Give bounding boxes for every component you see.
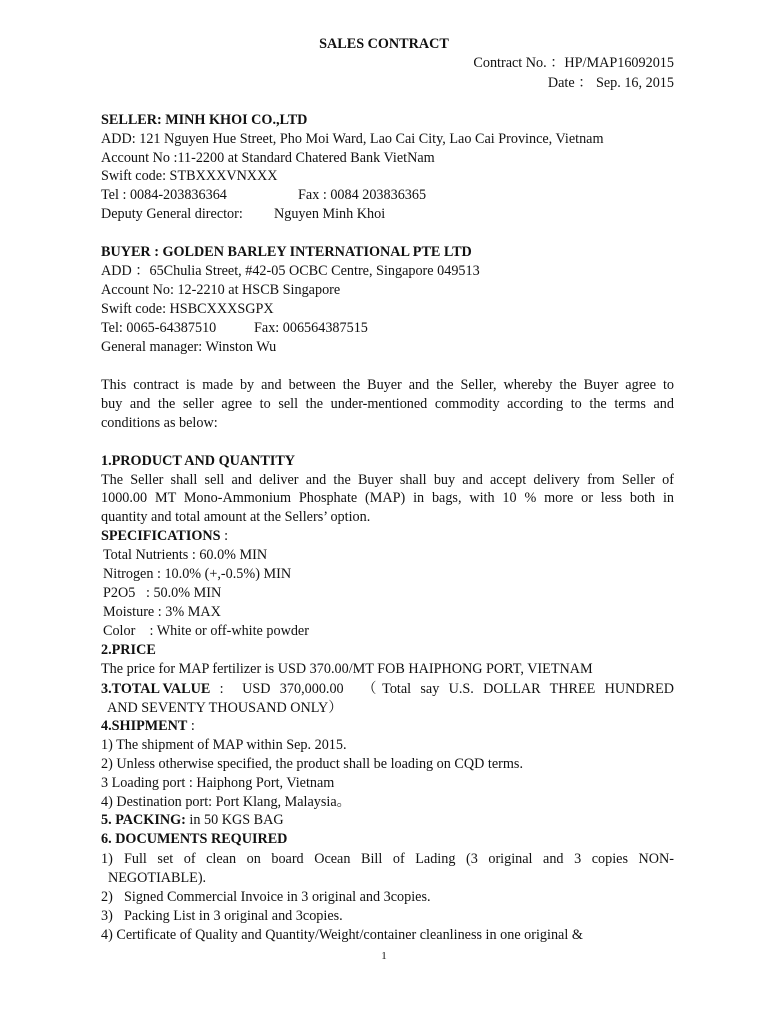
total-value-words: AND SEVENTY THOUSAND ONLY）	[107, 700, 343, 716]
seller-swift: Swift code: STBXXXVNXXX	[101, 168, 278, 184]
document-item-3-text: Packing List in 3 original and 3copies.	[124, 908, 343, 924]
buyer-fax: Fax: 006564387515	[254, 320, 368, 336]
document-item-3-number: 3)	[101, 908, 113, 924]
document-item-1-continued: NEGOTIABLE).	[108, 870, 207, 886]
spec-nitrogen: Nitrogen : 10.0% (+,-0.5%) MIN	[103, 566, 292, 582]
document-item-1	[101, 850, 674, 868]
buyer-phone-line	[101, 319, 674, 337]
contract-date: Date ： Sep. 16, 2015	[547, 75, 674, 91]
document-item-1-number: 1)	[101, 851, 113, 867]
section-packing-heading: 5. PACKING:	[101, 812, 186, 828]
seller-address: ADD: 121 Nguyen Hue Street, Pho Moi Ward, Lao Cai City, Lao Cai Province, Vietnam	[101, 131, 604, 147]
document-item-2	[101, 888, 674, 906]
specifications-colon: :	[220, 528, 229, 544]
buyer-address: ADD ：65Chulia Street, #42-05 OCBC Centre, Singapore 049513	[101, 263, 480, 279]
spec-color: Color : White or off-white powder	[103, 623, 309, 639]
shipment-item-2: 2) Unless otherwise specified, the product shall be loading on CQD terms.	[101, 756, 523, 772]
contract-number: Contract No. ：HP/MAP16092015	[473, 55, 674, 71]
buyer-swift: Swift code: HSBCXXXSGPX	[101, 301, 274, 317]
page-number: 1	[381, 950, 387, 962]
spec-moisture: Moisture : 3% MAX	[103, 604, 221, 620]
buyer-heading: BUYER : GOLDEN BARLEY INTERNATIONAL PTE LTD	[101, 244, 472, 260]
shipment-item-1: 1) The shipment of MAP within Sep. 2015.	[101, 737, 347, 753]
seller-tel: Tel : 0084-203836364	[101, 187, 227, 203]
document-item-2-number: 2)	[101, 889, 113, 905]
section-product-line-3: quantity and total amount at the Sellers’ option.	[101, 509, 371, 525]
shipment-heading-line	[101, 717, 674, 735]
packing-line	[101, 811, 674, 829]
section-shipment-heading: 4.SHIPMENT	[101, 718, 188, 734]
specifications-heading: SPECIFICATIONS	[101, 528, 221, 544]
section-price-line: The price for MAP fertilizer is USD 370.00/MT FOB HAIPHONG PORT, VIETNAM	[101, 661, 593, 677]
section-product-heading: 1.PRODUCT AND QUANTITY	[101, 453, 296, 469]
document-item-2-text: Signed Commercial Invoice in 3 original and 3copies.	[124, 889, 431, 905]
buyer-tel: Tel: 0065-64387510	[101, 320, 217, 336]
seller-phone-line	[101, 186, 674, 204]
section-product-line-1: The Seller shall sell and deliver and the Buyer shall buy and accept delivery from Seller of	[101, 472, 674, 488]
seller-fax: Fax : 0084 203836365	[298, 187, 427, 203]
buyer-manager: General manager: Winston Wu	[101, 339, 277, 355]
seller-account: Account No :11-2200 at Standard Chatered Bank VietNam	[101, 150, 435, 166]
total-value-line	[101, 680, 674, 698]
shipment-item-3: 3 Loading port : Haiphong Port, Vietnam	[101, 775, 335, 791]
document-item-3	[101, 907, 674, 925]
section-total-value-heading: 3.TOTAL VALUE	[101, 681, 211, 697]
seller-director-name: Nguyen Minh Khoi	[274, 206, 386, 222]
total-value-amount: : USD 370,000.00 （Total say U.S. DOLLAR THREE HUNDRED	[210, 681, 674, 697]
shipment-colon: :	[187, 718, 195, 734]
spec-total-nutrients: Total Nutrients : 60.0% MIN	[103, 547, 268, 563]
intro-line-3: conditions as below:	[101, 415, 218, 431]
document-item-1-text: Full set of clean on board Ocean Bill of Lading (3 original and 3 copies NON-	[124, 851, 674, 867]
section-product-line-2: 1000.00 MT Mono-Ammonium Phosphate (MAP) in bags, with 10 % more or less both in	[101, 490, 674, 506]
spec-p2o5: P2O5 : 50.0% MIN	[103, 585, 222, 601]
seller-director-label: Deputy General director:	[101, 206, 243, 222]
seller-heading: SELLER: MINH KHOI CO.,LTD	[101, 112, 308, 128]
intro-line-1: This contract is made by and between the Buyer and the Seller, whereby the Buyer agree to	[101, 377, 674, 393]
intro-line-2: buy and the seller agree to sell the under-mentioned commodity according to the terms and	[101, 396, 674, 412]
seller-director-line	[101, 205, 674, 223]
section-price-heading: 2.PRICE	[101, 642, 156, 658]
document-item-4: 4) Certificate of Quality and Quantity/Weight/container cleanliness in one original &	[101, 927, 583, 943]
section-documents-heading: 6. DOCUMENTS REQUIRED	[101, 831, 288, 847]
specifications-heading-line	[101, 527, 674, 545]
shipment-item-4: 4) Destination port: Port Klang, Malaysia。	[101, 794, 351, 810]
packing-value: in 50 KGS BAG	[185, 812, 284, 828]
document-title: SALES CONTRACT	[319, 36, 449, 52]
buyer-account: Account No: 12-2210 at HSCB Singapore	[101, 282, 341, 298]
